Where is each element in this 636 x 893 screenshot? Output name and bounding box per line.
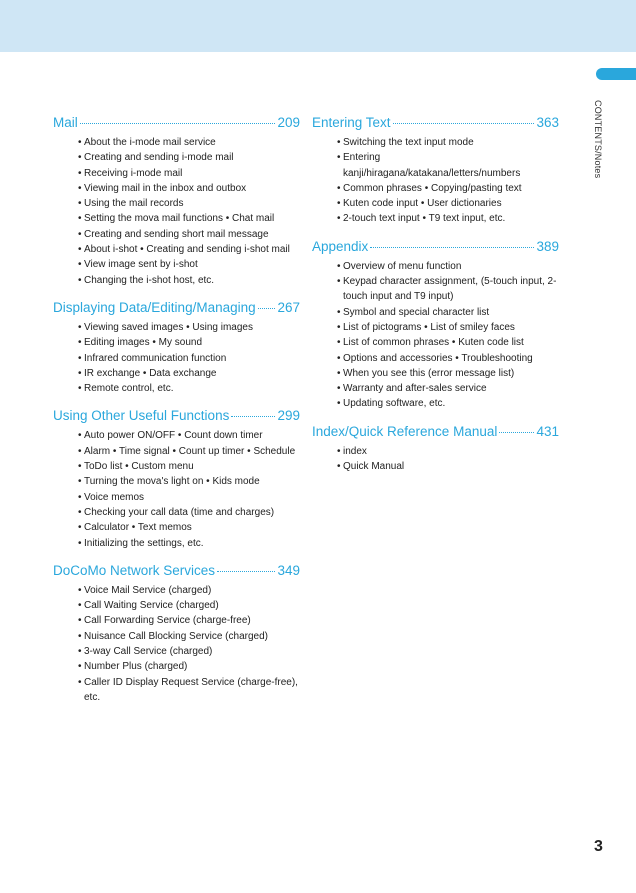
dot-leader [217,571,275,572]
list-item-text: Nuisance Call Blocking Service (charged) [84,630,268,642]
section-page-number: 349 [277,562,300,578]
list-item-text: Initializing the settings, etc. [84,537,204,549]
list-item-text: Keypad character assignment, (5-touch input, 2-touch input and T9 input) [343,276,557,303]
bullet-icon: • [78,476,82,488]
list-item-text: Viewing saved images • Using images [84,321,253,333]
bullet-icon: • [78,537,82,549]
list-item-text: Alarm • Time signal • Count up timer • Schedule [84,445,296,457]
section-page-number: 299 [277,408,300,424]
list-item-text: index [343,445,367,457]
section-item-list [53,428,300,550]
list-item [337,211,559,226]
bullet-icon: • [78,506,82,518]
section-title: Index/Quick Reference Manual [312,423,498,439]
list-item-text: Setting the mova mail functions • Chat mail [84,213,275,225]
bullet-icon: • [78,461,82,473]
section-title: Entering Text [312,115,391,130]
list-item-text: Voice memos [84,491,145,503]
list-item-text: Warranty and after-sales service [343,383,487,395]
list-item [78,520,300,535]
list-item [78,474,300,489]
bullet-icon: • [78,182,82,194]
bullet-icon: • [337,306,341,318]
section-item-list [53,135,300,288]
list-item-text: Voice Mail Service (charged) [84,584,212,596]
list-item-text: About i-shot • Creating and sending i-shot mail [84,244,290,256]
bullet-icon: • [337,352,341,364]
list-item-text: Caller ID Display Request Service (charge-free), etc. [84,676,298,703]
list-item-text: List of pictograms • List of smiley faces [343,321,515,333]
bullet-icon: • [78,244,82,256]
toc-section-header[interactable] [53,562,300,580]
list-item [78,320,300,335]
list-item [78,366,300,381]
bullet-icon: • [337,337,341,349]
list-item-text: Editing images • My sound [84,337,203,349]
bullet-icon: • [337,137,341,148]
list-item-text: Infrared communication function [84,352,227,364]
bullet-icon: • [78,430,82,442]
list-item [78,273,300,288]
dot-leader [231,416,275,417]
bullet-icon: • [337,276,341,288]
bullet-icon: • [78,228,82,240]
list-item [78,257,300,272]
list-item-text: Updating software, etc. [343,398,446,410]
list-item [78,135,300,150]
list-item-text: Viewing mail in the inbox and outbox [84,182,247,194]
list-item-text: Calculator • Text memos [84,522,192,534]
section-page-number: 209 [277,115,300,130]
bullet-icon: • [78,491,82,503]
bullet-icon: • [78,137,82,148]
list-item [337,320,559,335]
list-item [78,150,300,165]
bullet-icon: • [337,398,341,410]
bullet-icon: • [337,152,341,164]
bullet-icon: • [78,383,82,395]
toc-section-header[interactable] [53,114,300,132]
bullet-icon: • [337,213,341,225]
list-item [78,211,300,226]
list-item [78,536,300,551]
list-item [78,659,300,674]
toc-section-header[interactable] [312,423,559,441]
list-item-text: ToDo list • Custom menu [84,461,194,473]
toc-right-column [312,114,559,485]
list-item [78,490,300,505]
list-item-text: Remote control, etc. [84,383,174,395]
bullet-icon: • [337,383,341,395]
chapter-tab [596,68,636,80]
bullet-icon: • [78,615,82,627]
list-item-text: Creating and sending short mail message [84,228,269,240]
list-item-text: Turning the mova's light on • Kids mode [84,476,260,488]
list-item [78,351,300,366]
toc-section [53,407,300,550]
list-item-text: Symbol and special character list [343,306,490,318]
list-item-text: Kuten code input • User dictionaries [343,198,502,210]
list-item [78,227,300,242]
bullet-icon: • [337,182,341,194]
section-item-list [53,583,300,705]
toc-section [53,299,300,396]
toc-section-header[interactable] [53,299,300,317]
list-item [337,444,559,459]
list-item-text: Receiving i-mode mail [84,167,183,179]
bullet-icon: • [78,367,82,379]
list-item-text: Call Forwarding Service (charge-free) [84,615,251,627]
section-item-list [312,135,559,227]
bullet-icon: • [78,259,82,271]
section-title: Displaying Data/Editing/Managing [53,299,256,315]
bullet-icon: • [337,321,341,333]
list-item-text: Common phrases • Copying/pasting text [343,182,522,194]
list-item [337,196,559,211]
bullet-icon: • [78,198,82,210]
list-item [78,459,300,474]
list-item [78,583,300,598]
section-title: Mail [53,115,78,130]
list-item [337,305,559,320]
list-item [337,335,559,350]
bullet-icon: • [78,152,82,164]
list-item-text: Call Waiting Service (charged) [84,600,219,612]
bullet-icon: • [78,522,82,534]
list-item [337,150,559,181]
list-item-text: Entering kanji/hiragana/katakana/letters/numbers [343,152,521,179]
dot-leader [258,308,276,309]
list-item [78,444,300,459]
dot-leader [499,432,534,433]
list-item-text: Checking your call data (time and charges) [84,506,275,518]
bullet-icon: • [337,260,341,272]
bullet-icon: • [78,676,82,688]
list-item [78,428,300,443]
list-item [337,459,559,474]
list-item [78,505,300,520]
toc-section [312,114,559,227]
bullet-icon: • [78,337,82,349]
bullet-icon: • [337,198,341,210]
toc-section [53,562,300,705]
list-item-text: Switching the text input mode [343,137,474,148]
toc-section-header[interactable] [53,407,300,425]
list-item-text: Number Plus (charged) [84,661,188,673]
list-item [337,381,559,396]
bullet-icon: • [78,630,82,642]
list-item-text: Quick Manual [343,461,405,473]
list-item-text: 2-touch text input • T9 text input, etc. [343,213,506,225]
section-page-number: 363 [536,115,559,130]
list-item [78,335,300,350]
bullet-icon: • [78,167,82,179]
section-title: Using Other Useful Functions [53,408,230,424]
list-item [78,242,300,257]
bullet-icon: • [78,445,82,457]
list-item [78,381,300,396]
dot-leader [370,247,534,248]
section-title: DoCoMo Network Services [53,562,216,578]
section-page-number: 431 [536,423,559,439]
list-item-text: IR exchange • Data exchange [84,367,217,379]
list-item [78,181,300,196]
list-item-text: Overview of menu function [343,260,462,272]
list-item [78,675,300,706]
bullet-icon: • [78,213,82,225]
section-item-list [53,320,300,396]
toc-section-header[interactable] [312,238,559,256]
chapter-label: CONTENTS/Notes [593,100,603,179]
list-item-text: View image sent by i-shot [84,259,198,271]
list-item [78,644,300,659]
list-item [337,135,559,150]
bullet-icon: • [337,461,341,473]
section-page-number: 389 [536,238,559,254]
toc-section [312,238,559,412]
list-item [78,629,300,644]
section-page-number: 267 [277,299,300,315]
list-item-text: Options and accessories • Troubleshooting [343,352,533,364]
bullet-icon: • [78,274,82,286]
list-item [337,351,559,366]
dot-leader [80,123,276,124]
list-item-text: Creating and sending i-mode mail [84,152,234,164]
list-item [78,196,300,211]
list-item-text: Changing the i-shot host, etc. [84,274,215,286]
list-item [337,274,559,305]
bullet-icon: • [337,367,341,379]
list-item [78,166,300,181]
bullet-icon: • [78,584,82,596]
list-item [337,259,559,274]
toc-left-column [53,114,300,716]
list-item [337,396,559,411]
list-item-text: 3-way Call Service (charged) [84,646,213,658]
list-item [78,598,300,613]
header-band [0,0,636,52]
dot-leader [393,123,535,124]
bullet-icon: • [337,445,341,457]
toc-section [53,114,300,288]
list-item [337,181,559,196]
list-item-text: List of common phrases • Kuten code list [343,337,524,349]
bullet-icon: • [78,661,82,673]
bullet-icon: • [78,646,82,658]
list-item [337,366,559,381]
list-item-text: Auto power ON/OFF • Count down timer [84,430,263,442]
bullet-icon: • [78,352,82,364]
page-number: 3 [594,838,603,855]
toc-section [312,423,559,475]
bullet-icon: • [78,600,82,612]
list-item-text: Using the mail records [84,198,184,210]
list-item-text: When you see this (error message list) [343,367,515,379]
list-item-text: About the i-mode mail service [84,137,216,148]
section-item-list [312,444,559,475]
section-title: Appendix [312,238,369,254]
toc-section-header[interactable] [312,114,559,132]
section-item-list [312,259,559,412]
list-item [78,613,300,628]
bullet-icon: • [78,321,82,333]
